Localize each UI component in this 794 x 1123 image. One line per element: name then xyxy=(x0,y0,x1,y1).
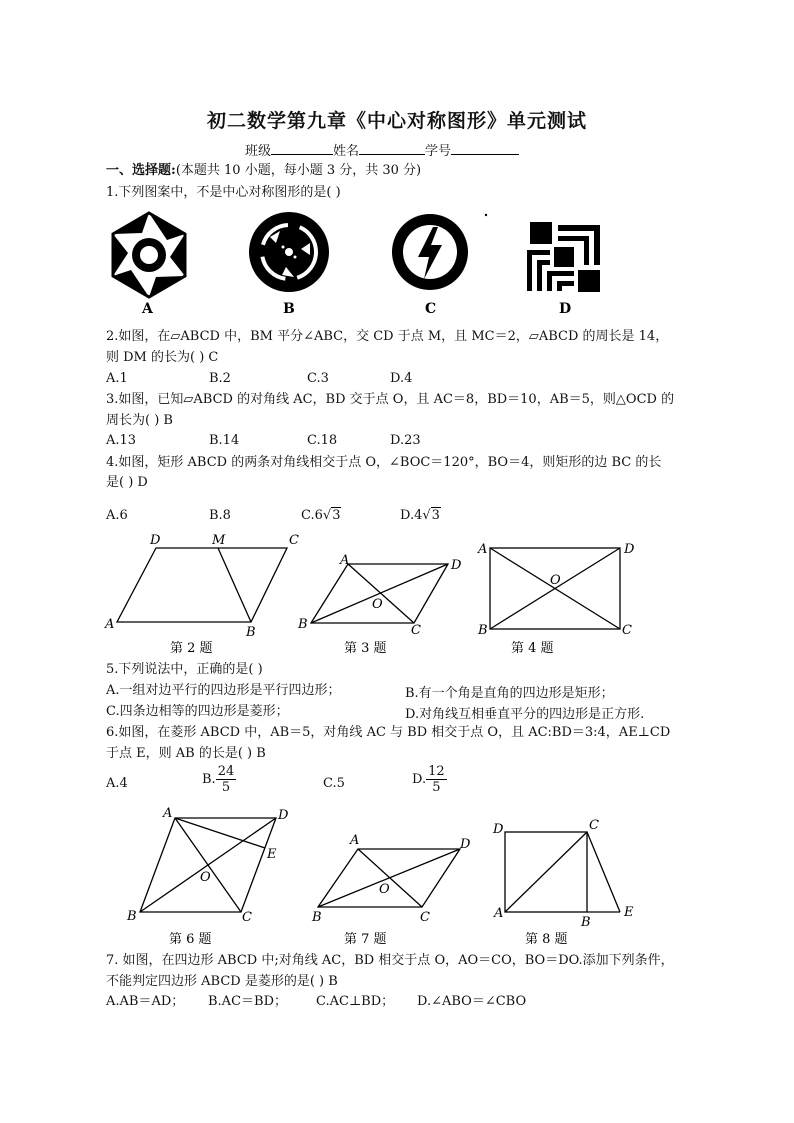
fig3-label-b: B xyxy=(298,617,308,632)
q3-line1: 3.如图，已知▱ABCD 的对角线 AC，BD 交于点 O，且 AC＝8，BD＝10，AB＝5，则△OCD 的 xyxy=(106,392,675,407)
figure-d-label: D xyxy=(559,301,572,317)
q2-options xyxy=(106,370,706,387)
figure-b-recycle-icon[interactable] xyxy=(249,212,329,292)
fig4-caption: 第 4 题 xyxy=(511,641,554,656)
figure-d-squares-icon[interactable] xyxy=(527,222,600,292)
fig4-label-d: D xyxy=(624,542,635,557)
q2-option-c[interactable]: C.3 xyxy=(307,371,329,386)
fig6-label-e: E xyxy=(267,847,277,862)
q5-option-b[interactable]: B.有一个角是直角的四边形是矩形； xyxy=(405,686,614,701)
q2-line1: 2.如图，在▱ABCD 中，BM 平分∠ABC，交 CD 于点 M，且 MC＝2，▱ABCD 的周长是 14， xyxy=(106,329,669,344)
fig2-label-b: B xyxy=(246,625,256,640)
q3-option-a[interactable]: A.13 xyxy=(106,433,137,448)
fig6-label-b: B xyxy=(127,909,137,924)
class-label: 班级 xyxy=(245,144,272,159)
q2-option-d[interactable]: D.4 xyxy=(390,371,413,386)
figure-q4-rectangle xyxy=(490,548,620,629)
fig4-label-c: C xyxy=(622,623,632,638)
section1-title: 一、选择题: xyxy=(106,163,176,178)
fig6-label-o: O xyxy=(200,870,211,885)
fig7-label-c: C xyxy=(420,910,430,925)
fig7-caption: 第 7 题 xyxy=(344,932,387,947)
figure-row-2 xyxy=(100,800,660,950)
q7-option-d[interactable]: D.∠ABO＝∠CBO xyxy=(417,994,527,1009)
fig4-label-a: A xyxy=(478,542,488,557)
figure-a-hexagon-icon[interactable] xyxy=(113,213,185,297)
q7-line1: 7. 如图，在四边形 ABCD 中;对角线 AC，BD 相交于点 O，AO＝CO，BO＝DO.添加下列条件， xyxy=(106,953,674,968)
fig6-label-d: D xyxy=(278,808,289,823)
q4-option-d[interactable] xyxy=(400,507,441,524)
figure-b-label: B xyxy=(283,301,295,317)
fig8-caption: 第 8 题 xyxy=(525,932,568,947)
student-info-line xyxy=(245,140,519,159)
q4-option-d-radical: √3 xyxy=(422,508,440,523)
q4-option-c-text: C.6 xyxy=(301,508,323,523)
page-title: 初二数学第九章《中心对称图形》单元测试 xyxy=(206,110,587,132)
q7-line2: 不能判定四边形 ABCD 是菱形的是( ) B xyxy=(106,974,338,989)
name-label: 姓名 xyxy=(333,144,360,159)
q6-line1: 6.如图，在菱形 ABCD 中，AB＝5，对角线 AC 与 BD 相交于点 O，且 AC:BD＝3:4，AE⊥CD xyxy=(106,725,671,740)
q5-stem: 5.下列说法中，正确的是( ) xyxy=(106,662,263,677)
figure-c-label: C xyxy=(425,301,437,317)
fig6-label-a: A xyxy=(163,806,173,821)
figure-q2-parallelogram xyxy=(117,548,287,622)
q6-option-b-fraction: $\frac{24}{5}$ xyxy=(217,764,235,795)
figure-q7-parallelogram xyxy=(318,849,460,907)
fig8-label-b: B xyxy=(581,915,591,930)
fig4-label-b: B xyxy=(478,623,488,638)
figure-q6-rhombus xyxy=(140,818,276,912)
figure-q3-parallelogram xyxy=(311,564,448,623)
q4-option-d-text: D.4 xyxy=(400,508,423,523)
q1-figures xyxy=(100,205,620,317)
fig3-caption: 第 3 题 xyxy=(344,641,387,656)
section1-note: (本题共 10 小题，每小题 3 分，共 30 分) xyxy=(175,163,422,178)
q4-option-a[interactable]: A.6 xyxy=(106,508,128,523)
q6-option-d[interactable]: D. $\frac{12}{5}$ xyxy=(412,764,445,795)
fig8-label-e: E xyxy=(624,905,634,920)
fig8-label-d: D xyxy=(493,822,504,837)
fig3-label-a: A xyxy=(340,553,350,568)
q3-option-d[interactable]: D.23 xyxy=(390,433,421,448)
fig2-caption: 第 2 题 xyxy=(170,641,213,656)
q7-option-b[interactable]: B.AC＝BD； xyxy=(208,994,287,1009)
fig8-label-a: A xyxy=(494,906,504,921)
fig7-label-b: B xyxy=(312,910,322,925)
q2-line2: 则 DM 的长为( ) C xyxy=(106,350,219,365)
fig2-label-d: D xyxy=(150,533,161,548)
class-blank[interactable] xyxy=(271,142,333,155)
q6-line2: 于点 E，则 AB 的长是( ) B xyxy=(106,746,266,761)
fig3-label-c: C xyxy=(411,623,421,638)
figure-a-label: A xyxy=(142,301,153,317)
fig2-label-a: A xyxy=(105,617,115,632)
fig7-label-o: O xyxy=(379,882,390,897)
q2-option-a[interactable]: A.1 xyxy=(106,371,128,386)
fig7-label-d: D xyxy=(460,837,471,852)
q5-option-c[interactable]: C.四条边相等的四边形是菱形； xyxy=(106,704,289,719)
figure-c-lightning-icon[interactable] xyxy=(392,214,487,290)
q5-option-d[interactable]: D.对角线互相垂直平分的四边形是正方形. xyxy=(405,707,645,722)
q7-option-a[interactable]: A.AB＝AD； xyxy=(106,994,185,1009)
q4-line1: 4.如图，矩形 ABCD 的两条对角线相交于点 O，∠BOC＝120°，BO＝4，则矩形的边 BC 的长 xyxy=(106,455,662,470)
fig3-label-d: D xyxy=(451,558,462,573)
q6-option-d-fraction: $\frac{12}{5}$ xyxy=(428,764,445,795)
q4-option-c[interactable] xyxy=(301,507,341,524)
fig7-label-a: A xyxy=(350,833,360,848)
q4-options xyxy=(106,507,706,527)
fig4-label-o: O xyxy=(550,573,561,588)
fig6-caption: 第 6 题 xyxy=(169,932,212,947)
q5-option-a[interactable]: A.一组对边平行的四边形是平行四边形； xyxy=(106,683,341,698)
id-label: 学号 xyxy=(425,144,452,159)
q6-options xyxy=(106,764,706,804)
q7-options xyxy=(106,993,706,1010)
q3-options xyxy=(106,432,706,449)
fig8-label-c: C xyxy=(589,818,599,833)
fig3-label-o: O xyxy=(372,597,383,612)
id-blank[interactable] xyxy=(451,142,519,155)
q1-stem: 1.下列图案中，不是中心对称图形的是( ) xyxy=(106,185,341,200)
section1-heading xyxy=(106,162,421,179)
name-blank[interactable] xyxy=(359,142,425,155)
q6-option-b[interactable]: B. $\frac{24}{5}$ xyxy=(202,764,235,795)
q3-line2: 周长为( ) B xyxy=(106,413,173,428)
q3-option-c[interactable]: C.18 xyxy=(307,433,338,448)
q4-option-b[interactable]: B.8 xyxy=(209,508,231,523)
q6-option-a[interactable]: A.4 xyxy=(106,776,128,791)
fig2-label-c: C xyxy=(289,533,299,548)
q6-option-c[interactable]: C.5 xyxy=(323,776,345,791)
figure-q8-square xyxy=(505,832,620,912)
figure-row-1 xyxy=(100,530,660,660)
q7-option-c[interactable]: C.AC⊥BD； xyxy=(316,994,395,1009)
fig6-label-c: C xyxy=(242,910,252,925)
q3-option-b[interactable]: B.14 xyxy=(209,433,240,448)
q4-option-c-radical: √3 xyxy=(322,508,341,523)
q4-line2: 是( ) D xyxy=(106,475,148,490)
fig2-label-m: M xyxy=(212,533,226,548)
q2-option-b[interactable]: B.2 xyxy=(209,371,231,386)
